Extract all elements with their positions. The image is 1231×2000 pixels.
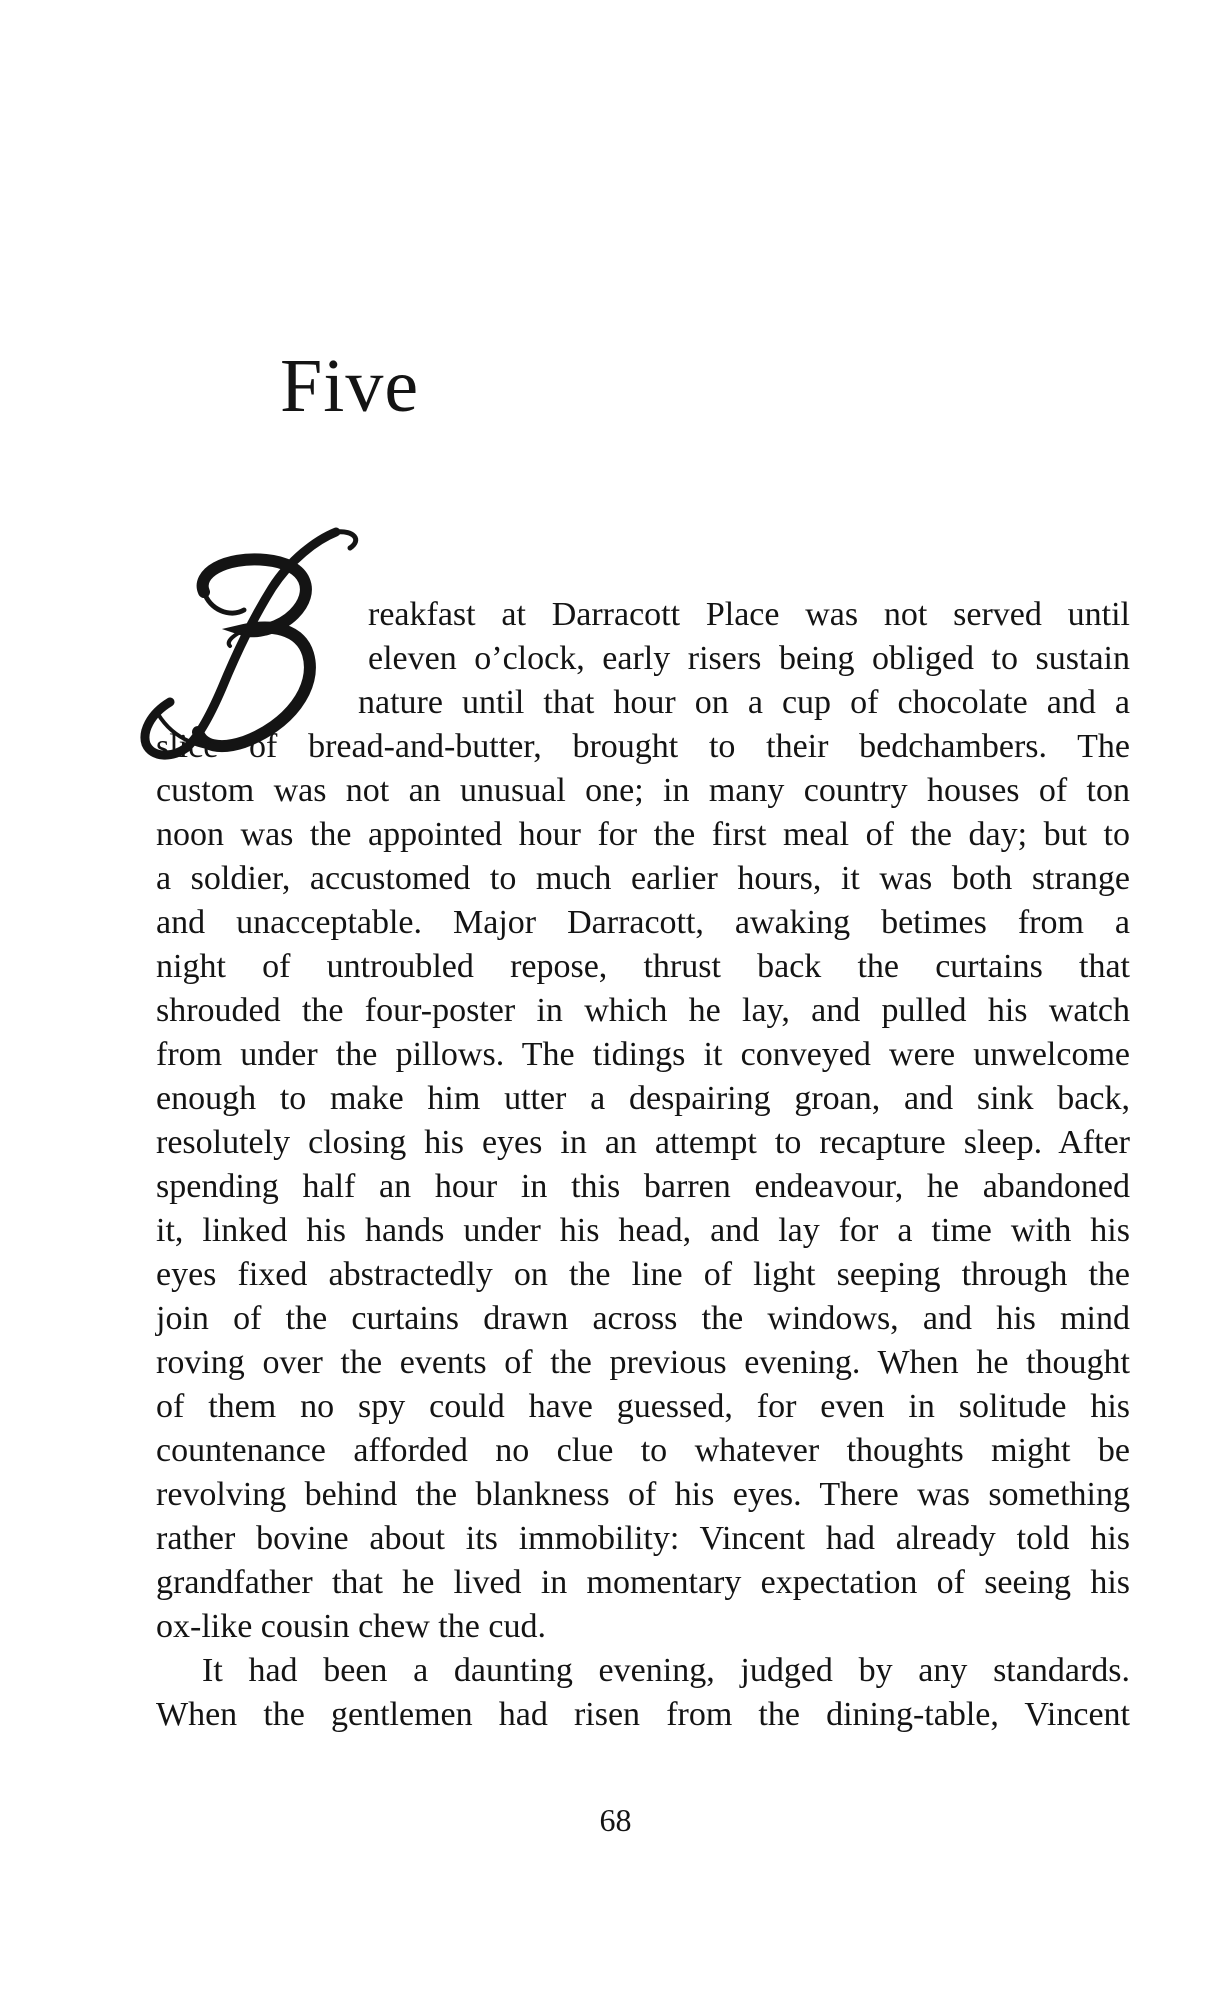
- text-line: enough to make him utter a despairing groan, and sink back,: [156, 1080, 1130, 1117]
- text-line: ox-like cousin chew the cud.: [156, 1608, 546, 1645]
- text-line: revolving behind the blankness of his eyes. There was something: [156, 1476, 1130, 1513]
- text-line: of them no spy could have guessed, for even in solitude his: [156, 1388, 1130, 1425]
- text-line: a soldier, accustomed to much earlier hours, it was both strange: [156, 860, 1130, 897]
- page-number: 68: [599, 1802, 632, 1838]
- text-line: from under the pillows. The tidings it conveyed were unwelcome: [156, 1036, 1130, 1073]
- text-line: rather bovine about its immobility: Vincent had already told his: [156, 1520, 1130, 1557]
- text-line: noon was the appointed hour for the first meal of the day; but to: [156, 816, 1130, 853]
- text-line: nature until that hour on a cup of chocolate and a: [358, 684, 1130, 721]
- text-line: it, linked his hands under his head, and lay for a time with his: [156, 1212, 1130, 1249]
- text-line: countenance afforded no clue to whatever thoughts might be: [156, 1432, 1130, 1469]
- text-line: join of the curtains drawn across the windows, and his mind: [156, 1300, 1130, 1337]
- text-line: slice of bread-and-butter, brought to their bedchambers. The: [156, 728, 1130, 765]
- text-line: reakfast at Darracott Place was not served until: [368, 596, 1130, 633]
- text-line: eyes fixed abstractedly on the line of light seeping through the: [156, 1256, 1130, 1293]
- text-line: custom was not an unusual one; in many country houses of ton: [156, 772, 1130, 809]
- chapter-title: Five: [280, 344, 420, 428]
- text-line: When the gentlemen had risen from the dining-table, Vincent: [156, 1696, 1130, 1733]
- text-line: night of untroubled repose, thrust back the curtains that: [156, 948, 1130, 985]
- text-line: shrouded the four-poster in which he lay, and pulled his watch: [156, 992, 1130, 1029]
- text-line: eleven o’clock, early risers being obliged to sustain: [368, 640, 1130, 677]
- text-line: grandfather that he lived in momentary expectation of seeing his: [156, 1564, 1130, 1601]
- text-line: and unacceptable. Major Darracott, awaking betimes from a: [156, 904, 1130, 941]
- text-line: resolutely closing his eyes in an attempt to recapture sleep. After: [156, 1124, 1130, 1161]
- text-line: spending half an hour in this barren endeavour, he abandoned: [156, 1168, 1130, 1205]
- text-line: It had been a daunting evening, judged by any standards.: [202, 1652, 1130, 1689]
- text-line: roving over the events of the previous evening. When he thought: [156, 1344, 1130, 1381]
